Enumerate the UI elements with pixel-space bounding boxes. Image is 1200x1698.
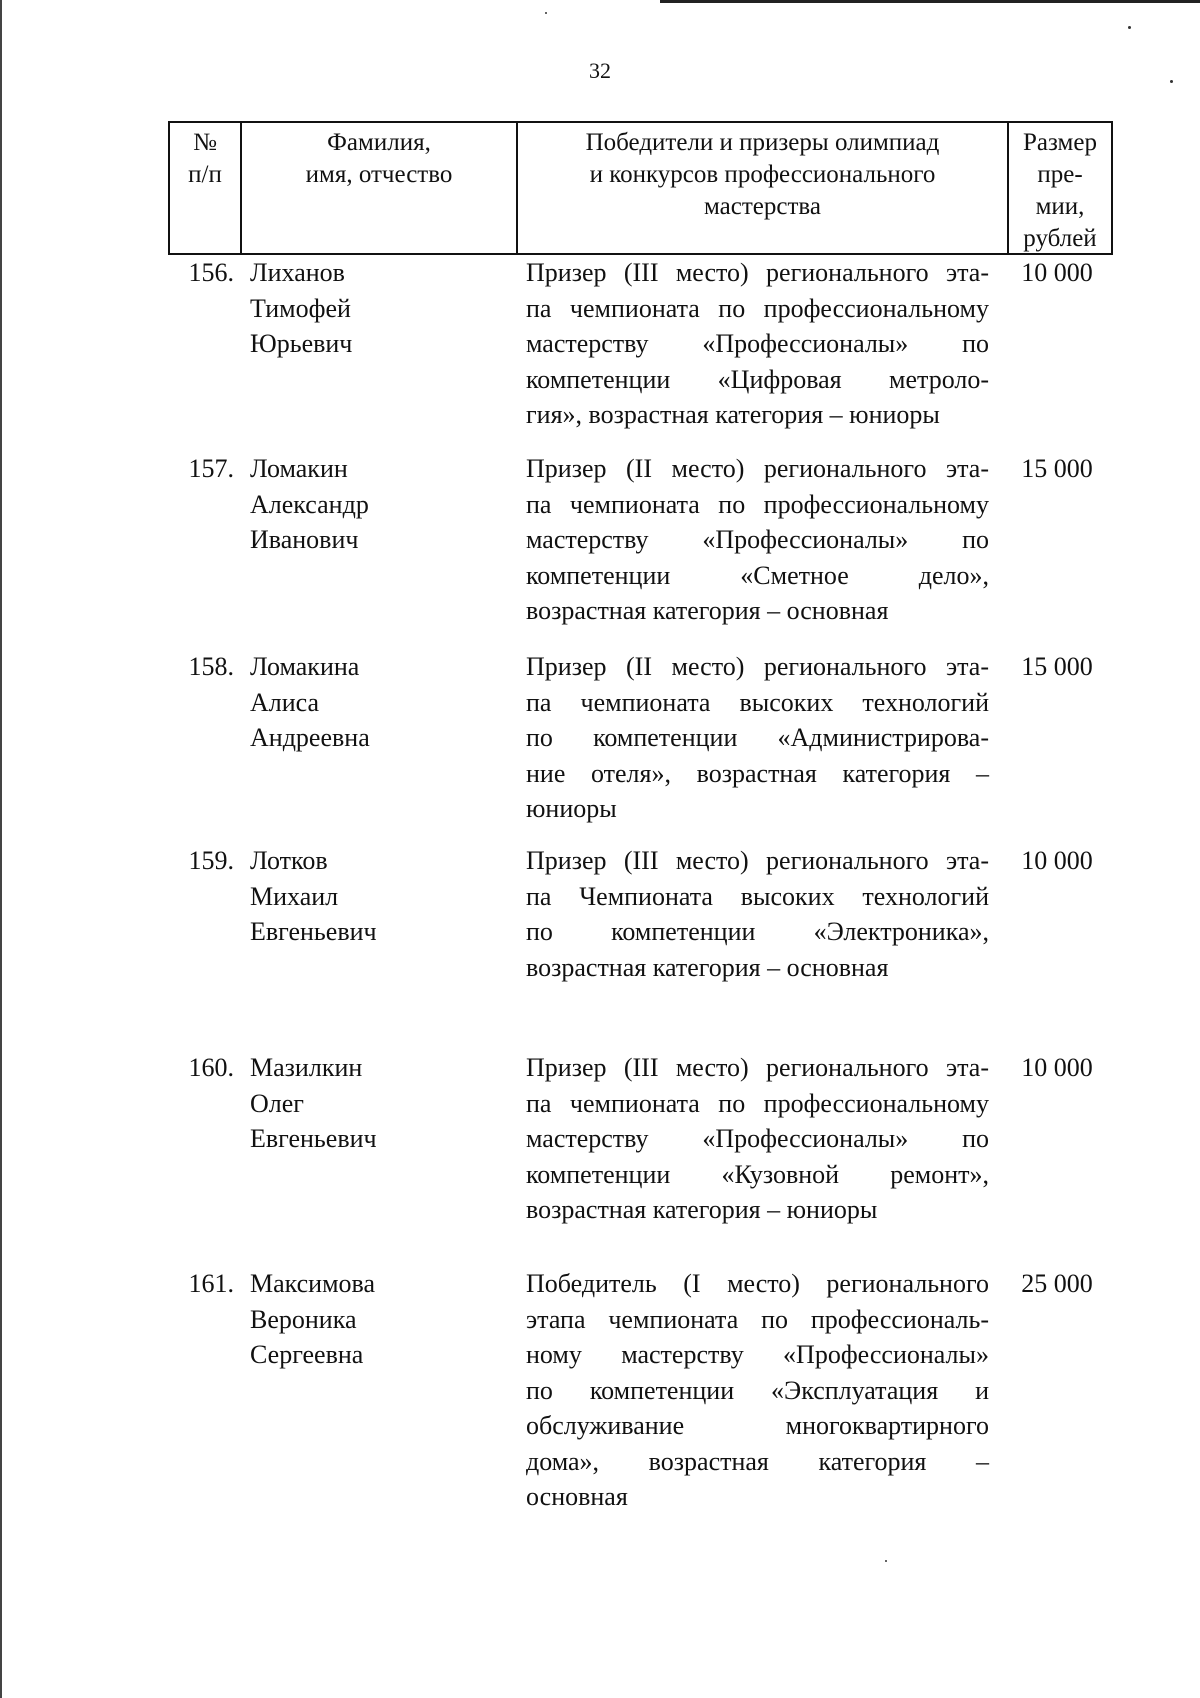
row-description-line: основная	[526, 1482, 628, 1511]
header-number-line: п/п	[188, 161, 222, 188]
row-name-line: Лиханов	[250, 258, 345, 287]
row-description-line: Призер (II место) регионального эта-	[526, 652, 989, 681]
row-description-line: юниоры	[526, 794, 617, 823]
page-number: 32	[589, 58, 611, 83]
row-number: 160.	[188, 1053, 234, 1082]
row-number: 161.	[188, 1269, 234, 1298]
scan-speck	[885, 1560, 887, 1562]
scan-speck	[1128, 26, 1131, 29]
table-body	[168, 255, 1113, 1526]
row-description-line: обслуживание многоквартирного	[526, 1411, 989, 1440]
row-description-line: па чемпионата по профессиональному	[526, 1088, 989, 1118]
header-number	[170, 123, 240, 253]
table-row	[168, 1050, 1113, 1266]
row-description-line: по компетенции «Эксплуатация и	[526, 1375, 989, 1405]
row-name-line: Александр	[250, 489, 369, 519]
row-number: 156.	[188, 258, 234, 287]
row-name-line: Юрьевич	[250, 329, 353, 358]
row-description	[514, 649, 1005, 843]
row-name-line: Ломакин	[250, 454, 348, 483]
row-amount: 10 000	[1021, 258, 1093, 287]
row-amount: 15 000	[1021, 454, 1093, 483]
header-description	[516, 123, 1007, 253]
row-description-line: па чемпионата по профессиональному	[526, 293, 989, 323]
row-description-line: Призер (II место) регионального эта-	[526, 454, 989, 483]
row-amount: 10 000	[1021, 846, 1093, 875]
header-amount	[1007, 123, 1111, 253]
row-description	[514, 451, 1005, 649]
row-name	[238, 1050, 514, 1266]
row-number: 159.	[188, 846, 234, 875]
header-amount-line: рублей	[1023, 225, 1097, 252]
row-name-line: Иванович	[250, 525, 359, 554]
row-description	[514, 1266, 1005, 1526]
header-name-line: Фамилия,	[327, 129, 431, 156]
row-description-line: по компетенции «Администрирова-	[526, 723, 989, 752]
header-amount-line: мии,	[1035, 193, 1085, 220]
row-description-line: па чемпионата по профессиональному	[526, 489, 989, 519]
row-description-line: па чемпионата высоких технологий	[526, 687, 989, 717]
table-row	[168, 649, 1113, 843]
row-description	[514, 1050, 1005, 1266]
row-number: 158.	[188, 652, 234, 681]
row-description-line: компетенции «Цифровая метроло-	[526, 364, 989, 394]
row-description-line: мастерству «Профессионалы» по	[526, 1124, 989, 1153]
row-name	[238, 649, 514, 843]
row-description-line: гия», возрастная категория – юниоры	[526, 400, 940, 429]
row-name-line: Сергеевна	[250, 1340, 364, 1369]
row-name-line: Олег	[250, 1088, 304, 1118]
row-description-line: компетенции «Кузовной ремонт»,	[526, 1159, 989, 1189]
row-name	[238, 255, 514, 451]
header-number-line: №	[193, 129, 217, 156]
row-number: 157.	[188, 454, 234, 483]
table-row	[168, 451, 1113, 649]
row-description-line: мастерству «Профессионалы» по	[526, 525, 989, 554]
header-description-line: Победители и призеры олимпиад	[585, 129, 940, 156]
row-amount: 10 000	[1021, 1053, 1093, 1082]
header-amount-line: пре-	[1037, 161, 1083, 188]
row-description-line: возрастная категория – юниоры	[526, 1195, 878, 1224]
row-description-line: Победитель (I место) регионального	[526, 1269, 989, 1298]
row-name-line: Михаил	[250, 881, 339, 911]
row-amount: 25 000	[1021, 1269, 1093, 1298]
row-name-line: Тимофей	[250, 293, 351, 323]
row-name-line: Вероника	[250, 1304, 357, 1334]
row-description-line: компетенции «Сметное дело»,	[526, 560, 989, 590]
row-description-line: возрастная категория – основная	[526, 952, 889, 982]
row-description-line: Призер (III место) регионального эта-	[526, 846, 989, 875]
row-name-line: Максимова	[250, 1269, 376, 1298]
row-name-line: Евгеньевич	[250, 1124, 377, 1153]
row-name-line: Лотков	[250, 846, 328, 875]
row-description-line: этапа чемпионата по профессиональ-	[526, 1304, 989, 1334]
row-description-line: ние отеля», возрастная категория –	[526, 758, 989, 788]
header-name-line: имя, отчество	[305, 161, 453, 188]
header-description-line: и конкурсов профессионального	[589, 161, 936, 188]
row-name-line: Евгеньевич	[250, 917, 377, 946]
header-description-line: мастерства	[704, 193, 821, 220]
scan-speck	[545, 12, 547, 14]
row-description	[514, 255, 1005, 451]
table-row	[168, 843, 1113, 1050]
scan-edge-left	[0, 0, 2, 1698]
row-name	[238, 451, 514, 649]
row-description-line: Призер (III место) регионального эта-	[526, 258, 989, 287]
row-name	[238, 1266, 514, 1526]
row-name	[238, 843, 514, 1050]
row-description-line: дома», возрастная категория –	[526, 1446, 989, 1476]
row-name-line: Андреевна	[250, 723, 370, 752]
row-description	[514, 843, 1005, 1050]
row-name-line: Ломакина	[250, 652, 360, 681]
row-name-line: Мазилкин	[250, 1053, 363, 1082]
row-description-line: Призер (III место) регионального эта-	[526, 1053, 989, 1082]
row-description-line: мастерству «Профессионалы» по	[526, 329, 989, 358]
table-header	[168, 121, 1113, 255]
scan-edge-top	[660, 0, 1200, 3]
row-description-line: ному мастерству «Профессионалы»	[526, 1340, 989, 1369]
table-row	[168, 255, 1113, 451]
row-name-line: Алиса	[250, 687, 320, 717]
row-description-line: по компетенции «Электроника»,	[526, 917, 989, 946]
header-amount-line: Размер	[1023, 129, 1097, 156]
header-name	[240, 123, 516, 253]
row-description-line: возрастная категория – основная	[526, 596, 889, 625]
table-row	[168, 1266, 1113, 1526]
row-amount: 15 000	[1021, 652, 1093, 681]
row-description-line: па Чемпионата высоких технологий	[526, 881, 989, 911]
